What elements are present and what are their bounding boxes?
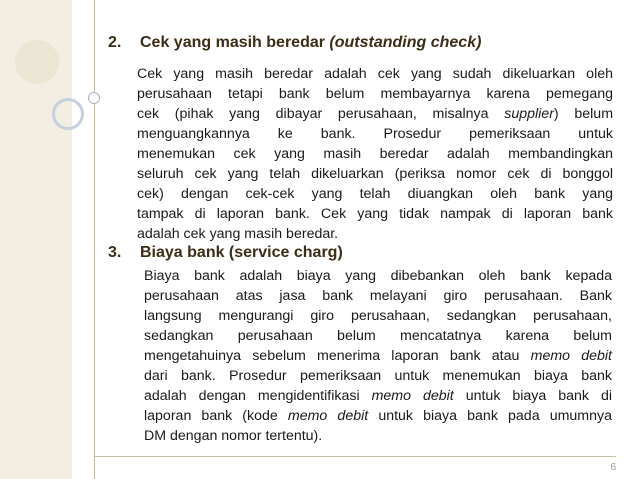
- paragraph-line: adalah cek yang masih beredar.: [137, 226, 339, 242]
- paragraph-line: seluruh cek yang telah dikeluarkan (periksa nomor cek di bonggol: [137, 166, 613, 182]
- page-number: 6: [610, 462, 616, 473]
- section-3-heading: [108, 244, 343, 262]
- paragraph-line: tampak di laporan bank. Cek yang tidak nampak di laporan bank: [137, 206, 613, 222]
- paragraph-line: perusahaan atas jasa bank melayani giro perusahaan. Bank: [144, 288, 612, 304]
- paragraph-line: Cek yang masih beredar adalah cek yang sudah dikeluarkan oleh: [137, 66, 613, 82]
- decorative-circle: [15, 40, 59, 84]
- section-3-paragraph: [144, 266, 612, 446]
- line-text: untuk biaya bank pada umumnya: [378, 408, 612, 424]
- decorative-ring: [52, 98, 84, 130]
- paragraph-line: [144, 346, 612, 366]
- paragraph-line: [137, 104, 613, 124]
- decorative-dot: [88, 92, 100, 104]
- section-2-title-english: (outstanding check): [329, 34, 482, 51]
- memo-debit-term: memo debit: [530, 348, 613, 364]
- paragraph-line: langsung mengurangi giro perusahaan, sedangkan perusahaan,: [144, 308, 612, 324]
- paragraph-line: menguangkannya ke bank. Prosedur pemeriksaan untuk: [137, 126, 613, 142]
- paragraph-line: perusahaan tetapi bank belum membayarnya karena pemegang: [137, 86, 613, 102]
- line-text: mengetahuinya sebelum menerima laporan bank atau: [144, 348, 520, 364]
- paragraph-line: [144, 406, 612, 426]
- line-text: cek (pihak yang dibayar perusahaan, misalnya: [137, 106, 489, 122]
- paragraph-line: cek) dengan cek-cek yang telah diuangkan oleh bank yang: [137, 186, 613, 202]
- section-2-paragraph: [137, 64, 613, 244]
- paragraph-line: DM dengan nomor tertentu).: [144, 428, 323, 444]
- paragraph-line: [144, 386, 612, 406]
- memo-debit-term: memo debit: [287, 408, 369, 424]
- paragraph-line: dari bank. Prosedur pemeriksaan untuk menemukan biaya bank: [144, 368, 612, 384]
- footer-rule: [95, 456, 616, 457]
- line-text: ) belum: [553, 106, 614, 122]
- line-text: laporan bank (kode: [144, 408, 278, 424]
- section-3-number: 3.: [108, 244, 122, 261]
- section-2-title: Cek yang masih beredar: [140, 34, 325, 51]
- line-text: untuk biaya bank di: [465, 388, 613, 404]
- section-3-title: Biaya bank (service charg): [140, 244, 343, 261]
- paragraph-line: menemukan cek yang masih beredar adalah membandingkan: [137, 146, 613, 162]
- section-2-heading: [108, 34, 481, 52]
- section-2-number: 2.: [108, 34, 122, 51]
- line-text: adalah dengan mengidentifikasi: [144, 388, 360, 404]
- memo-debit-term: memo debit: [371, 388, 454, 404]
- paragraph-line: sedangkan perusahaan belum mencatatnya karena belum: [144, 328, 612, 344]
- supplier-term: supplier: [504, 106, 554, 122]
- vertical-rule: [94, 0, 95, 479]
- paragraph-line: Biaya bank adalah biaya yang dibebankan oleh bank kepada: [144, 268, 612, 284]
